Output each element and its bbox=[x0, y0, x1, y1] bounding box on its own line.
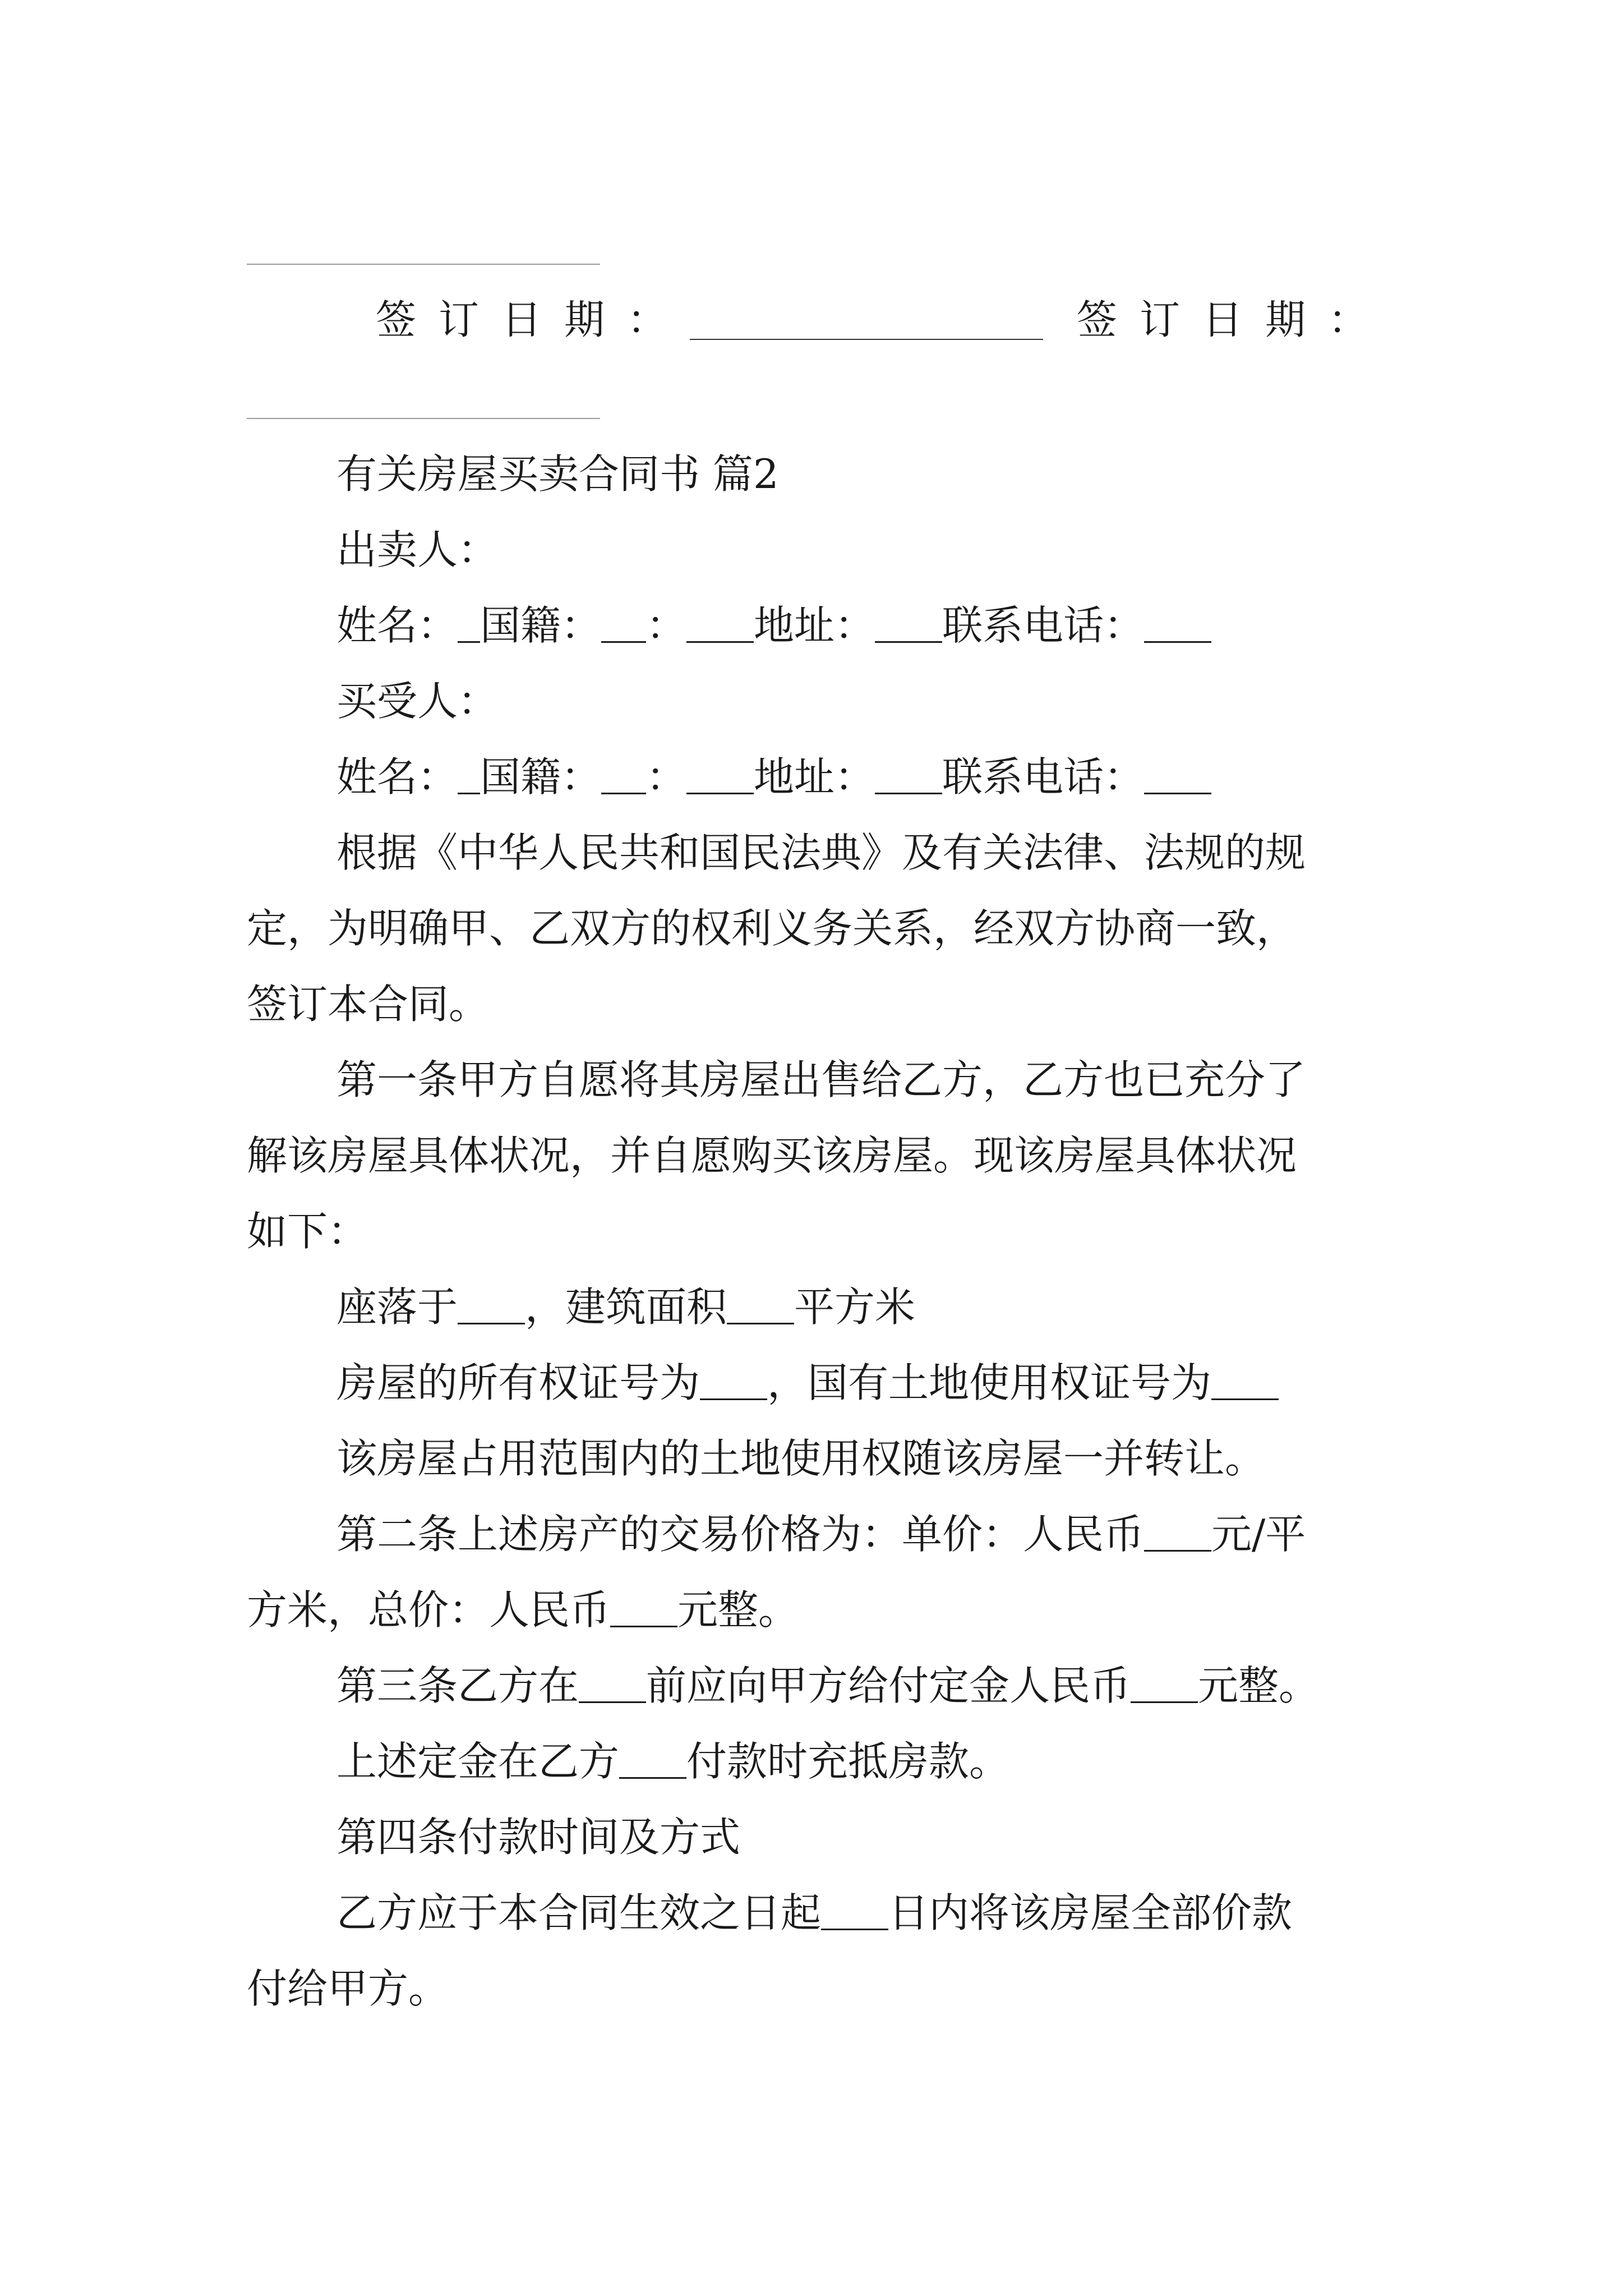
buyer-address-blank bbox=[875, 759, 942, 794]
article3-line bbox=[336, 1663, 1486, 1708]
seller-phone-label: 联系电话： bbox=[942, 602, 1145, 649]
seller-address-blank bbox=[875, 608, 942, 643]
deposit-text-1: 上述定金在乙方 bbox=[336, 1738, 620, 1785]
seller-heading: 出卖人： bbox=[336, 526, 499, 573]
deposit-line bbox=[336, 1739, 1486, 1784]
seller-nationality-label: 国籍： bbox=[480, 602, 602, 649]
seller-name-label: 姓名： bbox=[336, 602, 458, 649]
seller-info-line bbox=[336, 603, 1486, 648]
article2-line-2 bbox=[247, 1588, 1396, 1632]
preamble-line-1: 根据《中华人民共和国民法典》及有关法律、法规的规 bbox=[336, 829, 1306, 876]
article1-line-1: 第一条甲方自愿将其房屋出售给乙方，乙方也已充分了 bbox=[336, 1056, 1306, 1103]
land-cert-blank bbox=[1211, 1365, 1279, 1400]
buyer-name-label: 姓名： bbox=[336, 753, 458, 800]
article1-line-2: 解该房屋具体状况，并自愿购买该房屋。现该房屋具体状况 bbox=[247, 1132, 1297, 1179]
deposit-text-2: 付款时充抵房款。 bbox=[686, 1738, 1010, 1785]
article4-line-1 bbox=[336, 1890, 1486, 1935]
seller-address-label: 地址： bbox=[754, 602, 875, 649]
signature-line-top bbox=[247, 264, 600, 265]
buyer-info-line bbox=[336, 754, 1486, 799]
article2-line-1 bbox=[336, 1512, 1486, 1557]
total-price-blank bbox=[610, 1592, 677, 1627]
location-blank bbox=[458, 1289, 525, 1324]
location-text-3: 平方米 bbox=[794, 1283, 916, 1331]
section-title: 有关房屋买卖合同书 篇2 bbox=[336, 450, 779, 498]
buyer-name-blank bbox=[458, 759, 480, 794]
certificate-text-1: 房屋的所有权证号为 bbox=[336, 1359, 700, 1406]
seller-name-blank bbox=[458, 608, 480, 643]
seller-phone-blank bbox=[1144, 608, 1211, 643]
buyer-phone-blank bbox=[1144, 759, 1211, 794]
preamble-line-2: 定，为明确甲、乙双方的权利义务关系，经双方协商一致， bbox=[247, 905, 1297, 952]
deposit-amount-blank bbox=[1131, 1668, 1198, 1703]
buyer-address-label: 地址： bbox=[754, 753, 875, 800]
article4-text-1: 乙方应于本合同生效之日起 bbox=[336, 1889, 822, 1936]
buyer-heading: 买受人： bbox=[336, 678, 499, 725]
deposit-date-blank bbox=[579, 1668, 646, 1703]
article4-text-2: 日内将该房屋全部价款 bbox=[888, 1889, 1293, 1936]
buyer-nationality-label: 国籍： bbox=[480, 753, 602, 800]
unit-price-blank bbox=[1144, 1516, 1211, 1552]
location-text-1: 座落于 bbox=[336, 1283, 458, 1331]
ownership-cert-blank bbox=[700, 1365, 767, 1400]
buyer-id-blank bbox=[686, 759, 754, 794]
location-line bbox=[336, 1285, 1486, 1329]
article4-line-2: 付给甲方。 bbox=[247, 1965, 449, 2012]
buyer-colon: ： bbox=[646, 753, 687, 800]
location-text-2: ，建筑面积 bbox=[525, 1283, 727, 1331]
land-transfer-line: 该房屋占用范围内的土地使用权随该房屋一并转让。 bbox=[336, 1435, 1266, 1482]
certificate-line bbox=[336, 1360, 1486, 1405]
article1-line-3: 如下： bbox=[247, 1208, 368, 1255]
buyer-nationality-blank bbox=[601, 759, 646, 794]
article2-text-1: 第二条上述房产的交易价格为：单价：人民币 bbox=[336, 1511, 1145, 1558]
buyer-phone-label: 联系电话： bbox=[942, 753, 1145, 800]
article3-text-1: 第三条乙方在 bbox=[336, 1662, 579, 1709]
article2-text-3: 方米，总价：人民币 bbox=[247, 1586, 611, 1634]
article3-text-3: 元整。 bbox=[1198, 1662, 1320, 1709]
payment-days-blank bbox=[821, 1895, 888, 1930]
seller-nationality-blank bbox=[601, 608, 646, 643]
certificate-text-2: ，国有土地使用权证号为 bbox=[767, 1359, 1212, 1406]
signature-date-label-right: 签订日期： bbox=[1077, 296, 1391, 343]
deposit-payment-blank bbox=[619, 1743, 686, 1779]
seller-colon: ： bbox=[646, 602, 687, 649]
signature-date-row bbox=[376, 297, 1441, 342]
signature-date-blank-left bbox=[690, 339, 1043, 340]
article4-heading: 第四条付款时间及方式 bbox=[336, 1814, 741, 1861]
signature-line-bottom bbox=[247, 418, 600, 419]
article2-text-4: 元整。 bbox=[677, 1586, 799, 1634]
article2-text-2: 元/平 bbox=[1211, 1511, 1306, 1558]
preamble-line-3: 签订本合同。 bbox=[247, 981, 490, 1028]
seller-id-blank bbox=[686, 608, 754, 643]
area-blank bbox=[727, 1289, 794, 1324]
signature-date-label-left: 签订日期： bbox=[376, 296, 690, 343]
article3-text-2: 前应向甲方给付定金人民币 bbox=[646, 1662, 1131, 1709]
